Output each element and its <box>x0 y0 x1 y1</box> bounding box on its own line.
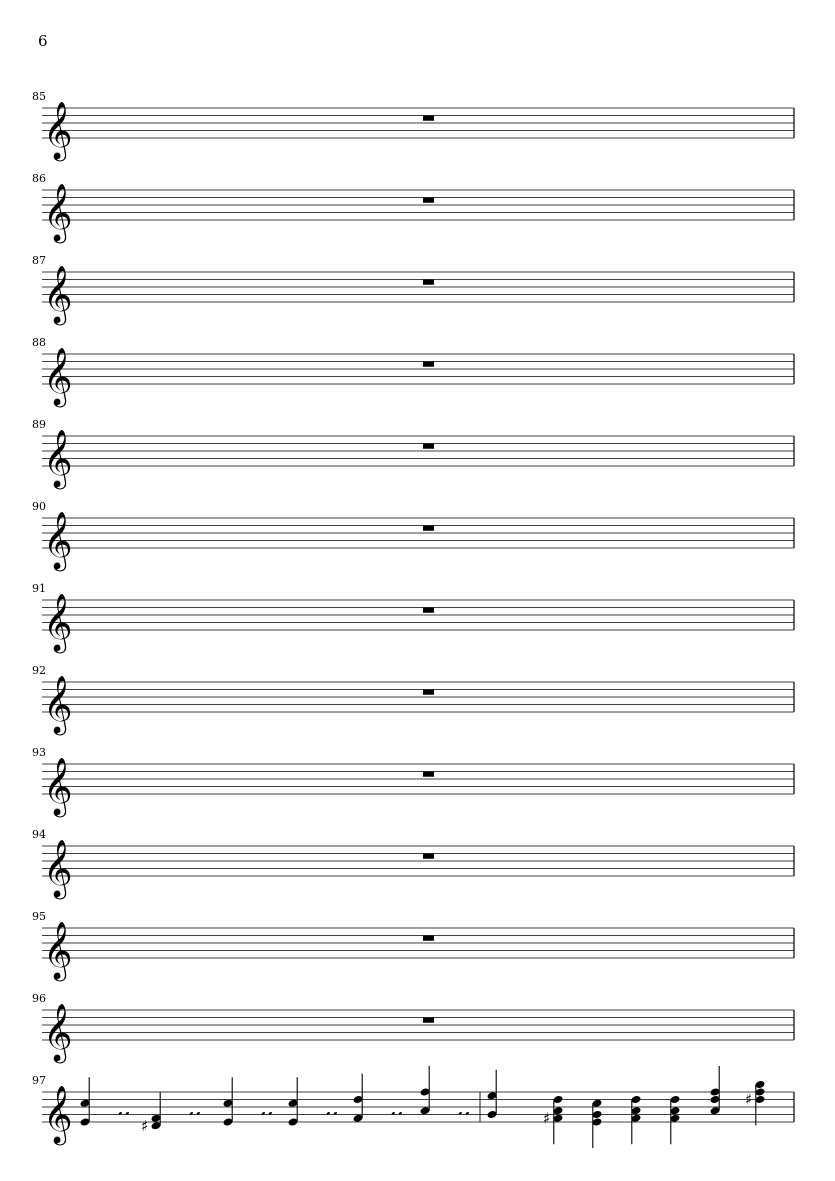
sixteenth-rest-icon: 𝅘 <box>118 1103 123 1119</box>
measure-number: 94 <box>32 828 46 841</box>
whole-rest <box>423 362 434 367</box>
staff-system-93 <box>32 746 794 818</box>
measure-number: 86 <box>32 172 46 185</box>
sixteenth-rest-icon: 𝅘 <box>458 1103 463 1119</box>
sharp-icon: ♯ <box>543 1109 551 1128</box>
whole-rest <box>423 280 434 285</box>
measure-number: 95 <box>32 910 46 923</box>
sixteenth-rest-icon: 𝅘 <box>326 1103 331 1119</box>
staff-system-87 <box>32 254 794 326</box>
measure-number: 92 <box>32 664 46 677</box>
staff-system-91 <box>32 582 794 654</box>
staff-system-92 <box>32 664 794 736</box>
sixteenth-rest-icon: 𝅘 <box>189 1103 194 1119</box>
treble-clef-icon: 𝄞 <box>43 1003 73 1061</box>
sixteenth-rest-icon: 𝅘 <box>125 1103 130 1119</box>
sixteenth-rest-icon: 𝅘 <box>333 1103 338 1119</box>
staff-system-90 <box>32 500 794 572</box>
staff-system-96 <box>32 992 794 1064</box>
sixteenth-rest-icon: 𝅘 <box>261 1103 266 1119</box>
measure-number: 85 <box>32 90 46 103</box>
whole-rest <box>423 936 434 941</box>
treble-clef-icon: 𝄞 <box>43 757 73 815</box>
treble-clef-icon: 𝄞 <box>43 183 73 241</box>
treble-clef-icon: 𝄞 <box>43 839 73 897</box>
measure-number: 96 <box>32 992 46 1005</box>
whole-rest <box>423 526 434 531</box>
sharp-icon: ♯ <box>745 1090 753 1109</box>
treble-clef-icon: 𝄞 <box>43 265 73 323</box>
staff-system-85 <box>32 90 794 162</box>
treble-clef-icon: 𝄞 <box>43 1085 73 1143</box>
whole-rest <box>423 1018 434 1023</box>
sixteenth-rest-icon: 𝅘 <box>196 1103 201 1119</box>
whole-rest <box>423 116 434 121</box>
whole-rest <box>423 772 434 777</box>
staff-system-97 <box>32 1066 794 1148</box>
measure-number: 89 <box>32 418 46 431</box>
whole-rest <box>423 444 434 449</box>
treble-clef-icon: 𝄞 <box>43 101 73 159</box>
measure-number: 91 <box>32 582 46 595</box>
measure-number: 87 <box>32 254 46 267</box>
whole-rest <box>423 198 434 203</box>
treble-clef-icon: 𝄞 <box>43 593 73 651</box>
sixteenth-rest-icon: 𝅘 <box>268 1103 273 1119</box>
measure-number: 90 <box>32 500 46 513</box>
measure-number: 93 <box>32 746 46 759</box>
staff-system-95 <box>32 910 794 982</box>
whole-rest <box>423 854 434 859</box>
sixteenth-rest-icon: 𝅘 <box>465 1103 470 1119</box>
treble-clef-icon: 𝄞 <box>43 347 73 405</box>
treble-clef-icon: 𝄞 <box>43 675 73 733</box>
sixteenth-rest-icon: 𝅘 <box>398 1103 403 1119</box>
measure-number: 97 <box>32 1074 46 1087</box>
sixteenth-rest-icon: 𝅘 <box>391 1103 396 1119</box>
treble-clef-icon: 𝄞 <box>43 511 73 569</box>
page-number: 6 <box>38 32 48 50</box>
staff-system-88 <box>32 336 794 408</box>
treble-clef-icon: 𝄞 <box>43 921 73 979</box>
staff-system-86 <box>32 172 794 244</box>
staff-system-94 <box>32 828 794 900</box>
staff-system-89 <box>32 418 794 490</box>
measure-number: 88 <box>32 336 46 349</box>
whole-rest <box>423 690 434 695</box>
treble-clef-icon: 𝄞 <box>43 429 73 487</box>
whole-rest <box>423 608 434 613</box>
sharp-icon: ♯ <box>141 1116 149 1135</box>
